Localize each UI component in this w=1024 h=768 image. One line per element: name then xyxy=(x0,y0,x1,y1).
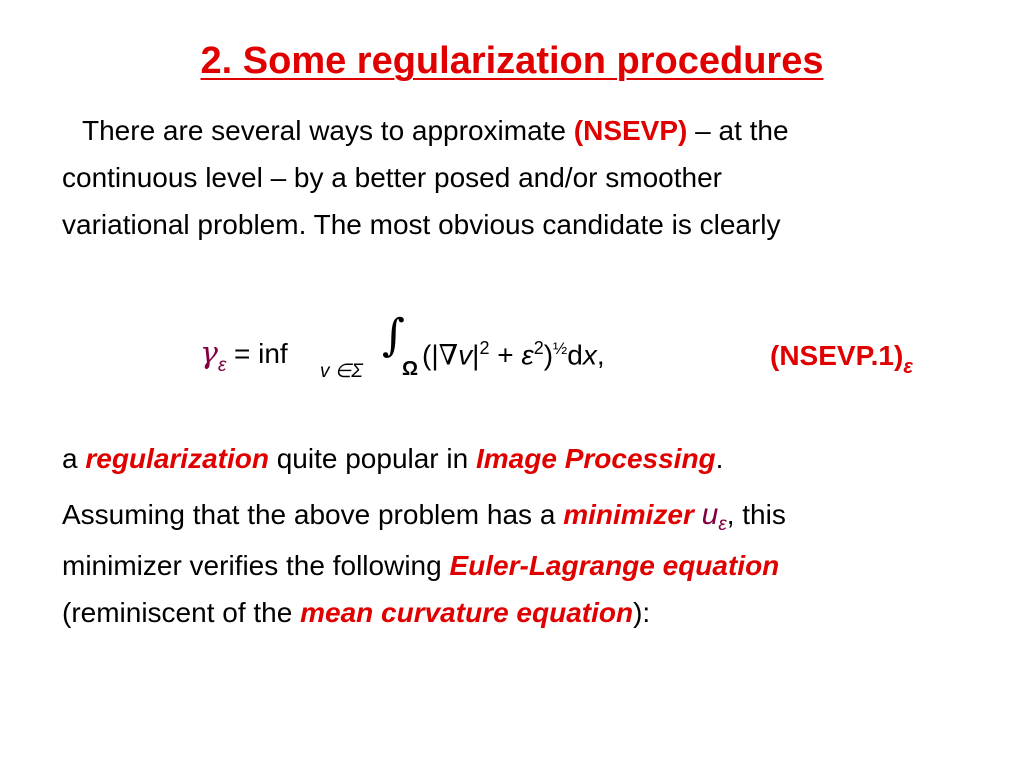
formula-eps: ε xyxy=(521,339,534,371)
equation-label xyxy=(770,340,913,378)
min-text-1a: Assuming that the above problem has a xyxy=(62,499,564,530)
formula-x: x xyxy=(582,339,597,371)
intro-paragraph xyxy=(62,107,789,248)
reg-term-image-processing: Image Processing xyxy=(476,443,716,474)
formula-gamma: γ xyxy=(200,336,218,371)
intro-line-3: variational problem. The most obvious candidate is clearly xyxy=(62,209,781,240)
min-text-3a: (reminiscent of the xyxy=(62,597,301,628)
intro-line-1 xyxy=(62,107,789,154)
u-variable-sub: ε xyxy=(718,514,727,535)
reg-text-mid: quite popular in xyxy=(268,443,476,474)
formula-nabla: ∇ xyxy=(438,338,459,372)
equation-label-sub: ε xyxy=(903,356,913,378)
formula-omega: Ω xyxy=(402,358,419,380)
min-text-1b: , this xyxy=(726,499,786,530)
intro-text-1: There are several ways to approximate xyxy=(82,115,574,146)
intro-line-2: continuous level – by a better posed and/or smoother xyxy=(62,162,722,193)
formula-inf-sub: v ∈Σ xyxy=(320,361,363,382)
min-text-2a: minimizer verifies the following xyxy=(62,550,450,581)
formula-close: ) xyxy=(543,339,554,371)
regularization-line xyxy=(62,435,723,482)
formula-integral: ∫ xyxy=(382,310,405,361)
equation-label-text: (NSEVP.1) xyxy=(770,340,904,371)
min-text-3b: ): xyxy=(633,597,651,628)
formula-comma: , xyxy=(596,339,605,371)
nsevp-ref: (NSEVP) xyxy=(573,115,688,146)
formula-equals-inf: = inf xyxy=(234,338,288,369)
term-euler-lagrange: Euler-Lagrange equation xyxy=(449,550,780,581)
reg-text-a: a xyxy=(62,443,86,474)
slide-title: 2. Some regularization procedures xyxy=(200,40,824,82)
formula-open: (| xyxy=(422,339,439,371)
formula-abs-close: | xyxy=(472,339,480,371)
intro-text-2: – at the xyxy=(687,115,789,146)
formula-d: d xyxy=(567,339,583,371)
term-mean-curvature: mean curvature equation xyxy=(300,597,634,628)
formula-plus: + xyxy=(489,339,522,371)
u-variable: u xyxy=(701,498,719,531)
formula-half: ½ xyxy=(553,339,568,358)
minimizer-line-3 xyxy=(62,589,786,636)
formula-gamma-sub: ε xyxy=(217,355,227,376)
formula-body xyxy=(422,338,605,371)
formula-v: v xyxy=(458,339,473,371)
minimizer-line-2 xyxy=(62,542,786,589)
reg-term-regularization: regularization xyxy=(85,443,269,474)
minimizer-paragraph xyxy=(62,491,786,636)
minimizer-line-1 xyxy=(62,491,786,542)
reg-text-end: . xyxy=(715,443,724,474)
formula-sq: 2 xyxy=(479,338,490,358)
term-minimizer: minimizer xyxy=(563,499,694,530)
formula-eps-sq: 2 xyxy=(533,338,544,358)
